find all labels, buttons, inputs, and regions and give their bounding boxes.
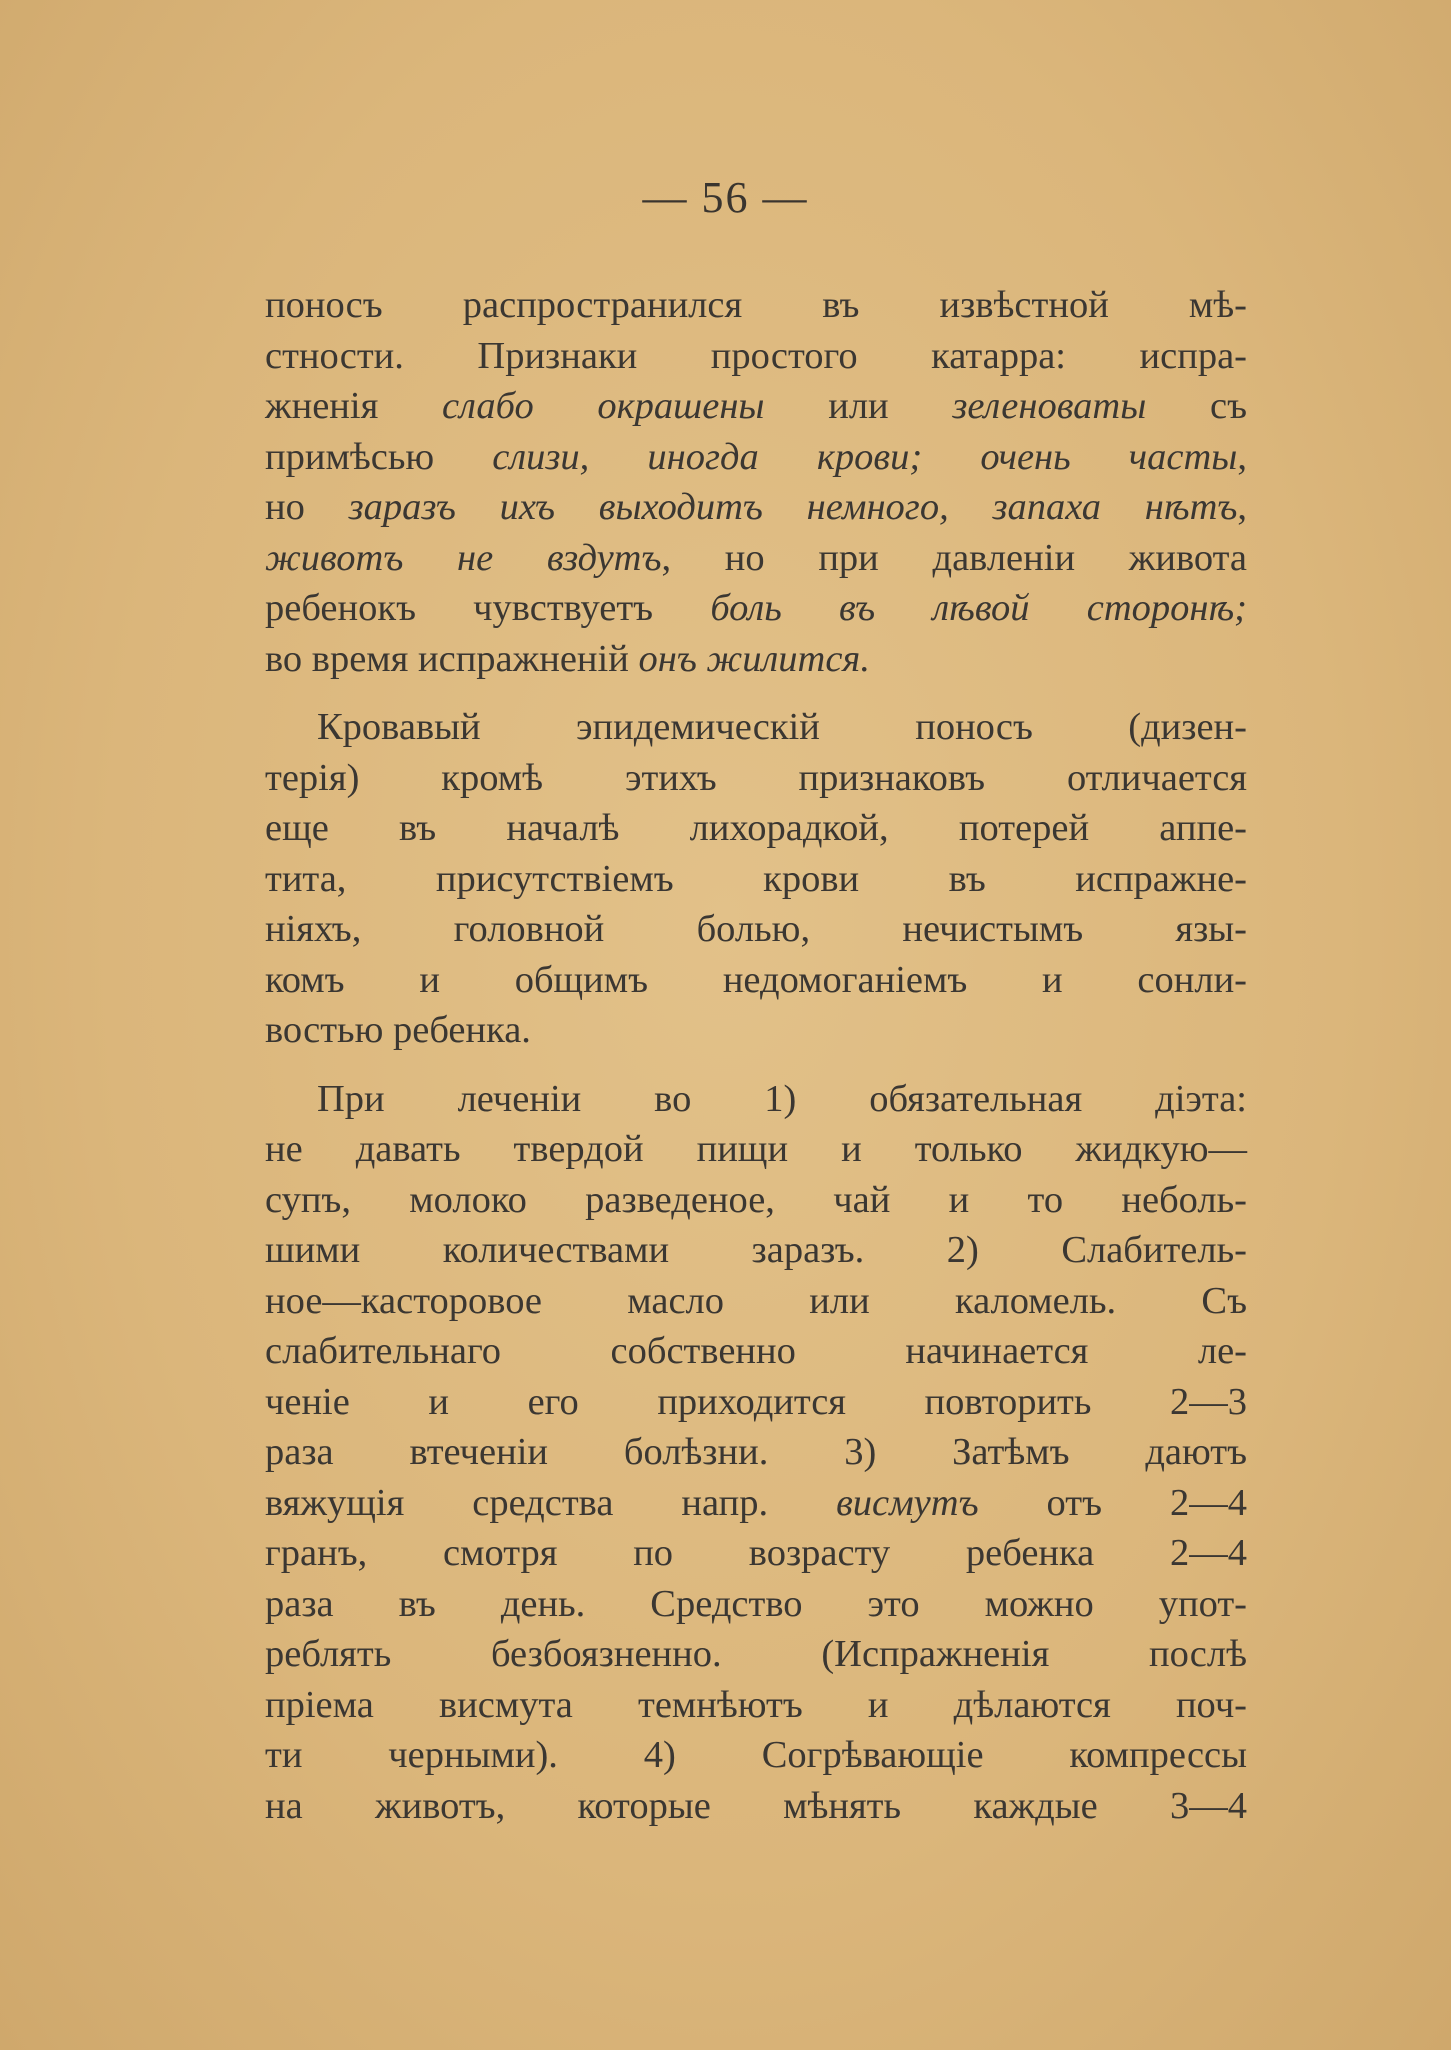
text-segment: тита, присутствіемъ крови въ испражне- [265, 857, 1247, 900]
text-segment: реблять безбоязненно. (Испражненія послѣ [265, 1633, 1247, 1675]
text-segment: ніяхъ, головной болью, нечистымъ язы- [265, 908, 1247, 950]
text-segment: ти черными). 4) Согрѣвающіе компрессы [265, 1734, 1247, 1776]
text-segment: примѣсью [265, 435, 493, 478]
text-segment: на животъ, которые мѣнять каждые 3—4 [265, 1784, 1247, 1827]
text-segment: не давать твердой пищи и только жидкую— [265, 1128, 1247, 1170]
text-line [265, 1225, 1247, 1276]
italic-text: зеленоваты [952, 385, 1147, 427]
text-line [265, 1377, 1247, 1428]
text-segment: При леченіи во 1) обязательная діэта: [317, 1077, 1247, 1120]
paragraph-gap [265, 684, 1247, 702]
text-line [265, 381, 1247, 432]
text-segment: шими количествами заразъ. 2) Слабитель- [265, 1229, 1247, 1271]
paragraph [265, 280, 1247, 684]
italic-text: слабо окрашены [442, 385, 765, 427]
text-segment: , [1237, 486, 1247, 528]
text-line [265, 432, 1247, 483]
text-line [265, 753, 1247, 804]
text-line [265, 1781, 1247, 1832]
text-segment: поносъ распространился въ извѣстной мѣ- [265, 284, 1247, 326]
text-segment: гранъ, смотря по возрасту ребенка 2—4 [265, 1532, 1247, 1574]
italic-text: боль въ лѣвой сторонѣ; [710, 587, 1247, 629]
text-segment: супъ, молоко разведеное, чай и то неболь- [265, 1178, 1247, 1221]
text-line [265, 331, 1247, 382]
text-segment: комъ и общимъ недомоганіемъ и сонли- [265, 958, 1247, 1001]
text-segment: слабительнаго собственно начинается ле- [265, 1330, 1247, 1372]
text-line [265, 702, 1247, 753]
text-line [265, 1629, 1247, 1680]
text-line [265, 1005, 1247, 1056]
text-segment: , но при давленіи живота [661, 536, 1247, 579]
text-segment: ное—касторовое масло или каломель. Съ [265, 1279, 1247, 1322]
text-line [265, 583, 1247, 634]
italic-text: онъ жилится. [638, 637, 870, 680]
text-segment: съ [1146, 385, 1247, 427]
text-line [265, 1528, 1247, 1579]
text-line [265, 1579, 1247, 1630]
italic-text: животъ не вздутъ [265, 536, 662, 579]
text-line [265, 1074, 1247, 1125]
text-line [265, 803, 1247, 854]
text-segment: отъ 2—4 [978, 1481, 1247, 1524]
body-text [265, 280, 1247, 1831]
italic-text: слизи, иногда крови; очень часты [492, 435, 1238, 478]
text-line [265, 482, 1247, 533]
text-segment: стности. Признаки простого катарра: испра- [265, 334, 1247, 377]
text-line [265, 955, 1247, 1006]
text-line [265, 854, 1247, 905]
text-segment: , [1237, 435, 1247, 478]
text-segment: еще въ началѣ лихорадкой, потерей аппе- [265, 807, 1247, 849]
text-segment: ребенокъ чувствуетъ [265, 587, 711, 629]
page-number: — 56 — [642, 173, 809, 222]
text-line [265, 533, 1247, 584]
text-segment: Кровавый эпидемическій поносъ (дизен- [317, 706, 1247, 748]
text-segment: востью ребенка. [265, 1009, 531, 1051]
text-segment: жненія [265, 385, 443, 427]
text-segment: пріема висмута темнѣютъ и дѣлаются поч- [265, 1683, 1247, 1726]
text-segment: или [764, 385, 953, 427]
text-segment: раза въ день. Средство это можно упот- [265, 1582, 1247, 1625]
text-line [265, 1326, 1247, 1377]
text-line [265, 634, 1247, 685]
text-segment: но [265, 486, 349, 528]
text-segment: терія) кромѣ этихъ признаковъ отличается [265, 756, 1247, 799]
text-line [265, 904, 1247, 955]
paragraph [265, 702, 1247, 1056]
text-segment: во время испражненій [265, 637, 639, 680]
text-line [265, 1175, 1247, 1226]
paragraph [265, 1074, 1247, 1832]
paragraph-gap [265, 1056, 1247, 1074]
text-line [265, 1478, 1247, 1529]
italic-text: висмутъ [836, 1481, 979, 1524]
text-segment: раза втеченіи болѣзни. 3) Затѣмъ даютъ [265, 1431, 1247, 1473]
text-line [265, 280, 1247, 331]
text-line [265, 1730, 1247, 1781]
italic-text: заразъ ихъ выходитъ немного, запаха нѣтъ [348, 486, 1238, 528]
text-segment: ченіе и его приходится повторить 2—3 [265, 1380, 1247, 1423]
text-line [265, 1276, 1247, 1327]
text-segment: вяжущія средства напр. [265, 1481, 837, 1524]
text-line [265, 1680, 1247, 1731]
text-line [265, 1124, 1247, 1175]
text-line [265, 1427, 1247, 1478]
